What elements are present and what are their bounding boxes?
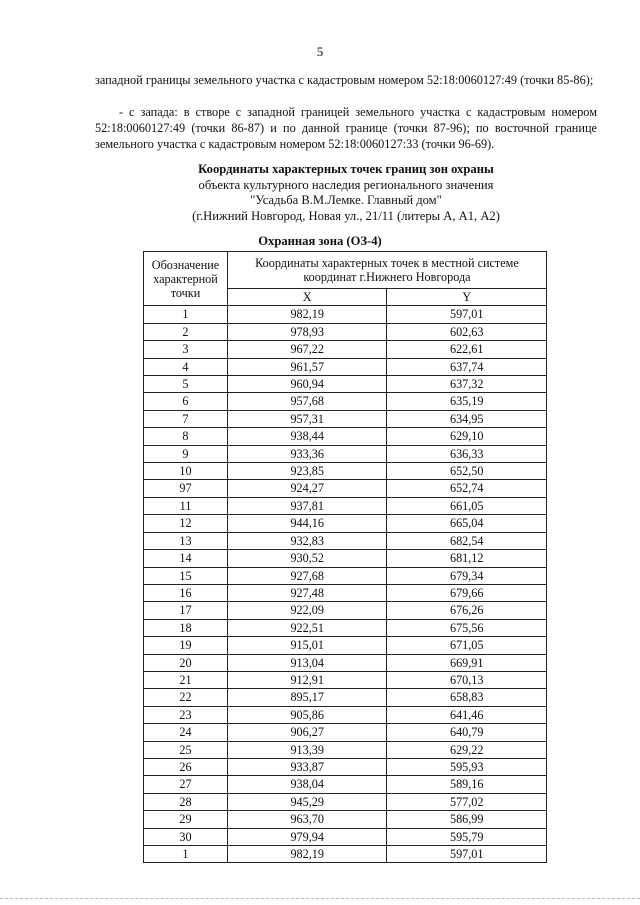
cell-x: 982,19 [227, 306, 387, 323]
cell-point: 97 [144, 480, 228, 497]
table-row [144, 741, 547, 758]
page-bottom-edge [0, 898, 640, 899]
cell-point: 25 [144, 741, 228, 758]
cell-x: 915,01 [227, 637, 387, 654]
table-row [144, 602, 547, 619]
cell-y: 589,16 [387, 776, 547, 793]
cell-point: 29 [144, 811, 228, 828]
table-row [144, 706, 547, 723]
cell-y: 602,63 [387, 323, 547, 340]
heading-title: Координаты характерных точек границ зон охраны [198, 162, 494, 176]
cell-y: 597,01 [387, 846, 547, 863]
cell-point: 30 [144, 828, 228, 845]
cell-point: 17 [144, 602, 228, 619]
table-row [144, 323, 547, 340]
cell-y: 679,34 [387, 567, 547, 584]
cell-point: 13 [144, 532, 228, 549]
cell-y: 629,22 [387, 741, 547, 758]
cell-x: 930,52 [227, 550, 387, 567]
table-header-row [144, 252, 547, 289]
table-row [144, 532, 547, 549]
cell-x: 937,81 [227, 497, 387, 514]
paragraph-west-boundary: западной границы земельного участка с кадастровым номером 52:18:0060127:49 (точки 85-86); [95, 73, 594, 87]
cell-x: 912,91 [227, 671, 387, 688]
cell-x: 922,09 [227, 602, 387, 619]
cell-point: 27 [144, 776, 228, 793]
cell-point: 28 [144, 793, 228, 810]
cell-x: 913,39 [227, 741, 387, 758]
cell-y: 675,56 [387, 619, 547, 636]
cell-point: 12 [144, 515, 228, 532]
cell-y: 665,04 [387, 515, 547, 532]
cell-point: 7 [144, 410, 228, 427]
cell-y: 679,66 [387, 584, 547, 601]
cell-y: 637,32 [387, 376, 547, 393]
table-row [144, 619, 547, 636]
cell-x: 932,83 [227, 532, 387, 549]
heading-address: (г.Нижний Новгород, Новая ул., 21/11 (литеры А, А1, А2) [192, 208, 500, 223]
cell-y: 670,13 [387, 671, 547, 688]
cell-y: 622,61 [387, 341, 547, 358]
cell-x: 978,93 [227, 323, 387, 340]
cell-x: 933,36 [227, 445, 387, 462]
table-row [144, 463, 547, 480]
cell-x: 906,27 [227, 724, 387, 741]
cell-y: 637,74 [387, 358, 547, 375]
cell-y: 597,01 [387, 306, 547, 323]
cell-y: 676,26 [387, 602, 547, 619]
cell-point: 3 [144, 341, 228, 358]
cell-y: 636,33 [387, 445, 547, 462]
cell-point: 18 [144, 619, 228, 636]
cell-x: 927,48 [227, 584, 387, 601]
coordinates-table [143, 251, 547, 863]
cell-x: 960,94 [227, 376, 387, 393]
header-x: X [227, 289, 387, 306]
table-caption: Охранная зона (ОЗ-4) [258, 234, 382, 248]
paragraph-west-side: - с запада: в створе с западной границей земельного участка с кадастровым номером 52:18:0060127:49 (точки 86-87) и по данной границе (точки 87-96); по восточной границе земельного участка с кадастровым номером 52:18:0060127:33 (точки 96-69). [95, 105, 597, 151]
cell-y: 661,05 [387, 497, 547, 514]
table-row [144, 584, 547, 601]
cell-point: 16 [144, 584, 228, 601]
cell-x: 979,94 [227, 828, 387, 845]
cell-x: 913,04 [227, 654, 387, 671]
cell-y: 595,93 [387, 758, 547, 775]
cell-x: 922,51 [227, 619, 387, 636]
table-row [144, 793, 547, 810]
table-row [144, 376, 547, 393]
cell-point: 20 [144, 654, 228, 671]
cell-point: 4 [144, 358, 228, 375]
header-point-designation: Обозначение характерной точки [144, 252, 228, 306]
cell-point: 22 [144, 689, 228, 706]
cell-point: 5 [144, 376, 228, 393]
page-number: 5 [316, 44, 324, 59]
table-row [144, 550, 547, 567]
cell-y: 681,12 [387, 550, 547, 567]
cell-point: 19 [144, 637, 228, 654]
table-row [144, 828, 547, 845]
cell-y: 682,54 [387, 532, 547, 549]
cell-y: 641,46 [387, 706, 547, 723]
cell-y: 595,79 [387, 828, 547, 845]
table-row [144, 358, 547, 375]
cell-y: 629,10 [387, 428, 547, 445]
coordinates-heading [95, 162, 597, 224]
table-body [144, 306, 547, 863]
cell-point: 15 [144, 567, 228, 584]
table-row [144, 758, 547, 775]
cell-y: 658,83 [387, 689, 547, 706]
cell-y: 640,79 [387, 724, 547, 741]
table-row [144, 567, 547, 584]
cell-y: 669,91 [387, 654, 547, 671]
table-row [144, 445, 547, 462]
cell-point: 10 [144, 463, 228, 480]
cell-y: 586,99 [387, 811, 547, 828]
cell-x: 957,31 [227, 410, 387, 427]
table-row [144, 637, 547, 654]
cell-point: 1 [144, 306, 228, 323]
table-row [144, 410, 547, 427]
table-row [144, 671, 547, 688]
cell-point: 6 [144, 393, 228, 410]
heading-object-name: "Усадьба В.М.Лемке. Главный дом" [250, 193, 442, 207]
table-row [144, 776, 547, 793]
cell-x: 961,57 [227, 358, 387, 375]
cell-point: 8 [144, 428, 228, 445]
cell-x: 957,68 [227, 393, 387, 410]
cell-x: 938,04 [227, 776, 387, 793]
table-row [144, 654, 547, 671]
cell-y: 671,05 [387, 637, 547, 654]
cell-x: 933,87 [227, 758, 387, 775]
cell-point: 26 [144, 758, 228, 775]
cell-x: 982,19 [227, 846, 387, 863]
cell-point: 11 [144, 497, 228, 514]
cell-x: 963,70 [227, 811, 387, 828]
header-y: Y [387, 289, 547, 306]
cell-point: 21 [144, 671, 228, 688]
cell-y: 577,02 [387, 793, 547, 810]
table-row [144, 811, 547, 828]
table-row [144, 724, 547, 741]
cell-x: 967,22 [227, 341, 387, 358]
cell-x: 923,85 [227, 463, 387, 480]
cell-point: 24 [144, 724, 228, 741]
table-row [144, 428, 547, 445]
cell-point: 2 [144, 323, 228, 340]
table-row [144, 341, 547, 358]
table-row [144, 497, 547, 514]
table-row [144, 480, 547, 497]
header-coordinates: Координаты характерных точек в местной системе координат г.Нижнего Новгорода [227, 252, 546, 289]
cell-y: 635,19 [387, 393, 547, 410]
cell-x: 924,27 [227, 480, 387, 497]
table-row [144, 393, 547, 410]
table-row [144, 689, 547, 706]
cell-point: 14 [144, 550, 228, 567]
table-row [144, 515, 547, 532]
cell-x: 938,44 [227, 428, 387, 445]
cell-y: 634,95 [387, 410, 547, 427]
cell-x: 927,68 [227, 567, 387, 584]
cell-x: 895,17 [227, 689, 387, 706]
cell-x: 905,86 [227, 706, 387, 723]
cell-y: 652,74 [387, 480, 547, 497]
cell-x: 944,16 [227, 515, 387, 532]
table-row [144, 846, 547, 863]
cell-point: 9 [144, 445, 228, 462]
cell-point: 1 [144, 846, 228, 863]
table-row [144, 306, 547, 323]
cell-x: 945,29 [227, 793, 387, 810]
cell-y: 652,50 [387, 463, 547, 480]
heading-object-type: объекта культурного наследия регионального значения [198, 177, 494, 192]
cell-point: 23 [144, 706, 228, 723]
